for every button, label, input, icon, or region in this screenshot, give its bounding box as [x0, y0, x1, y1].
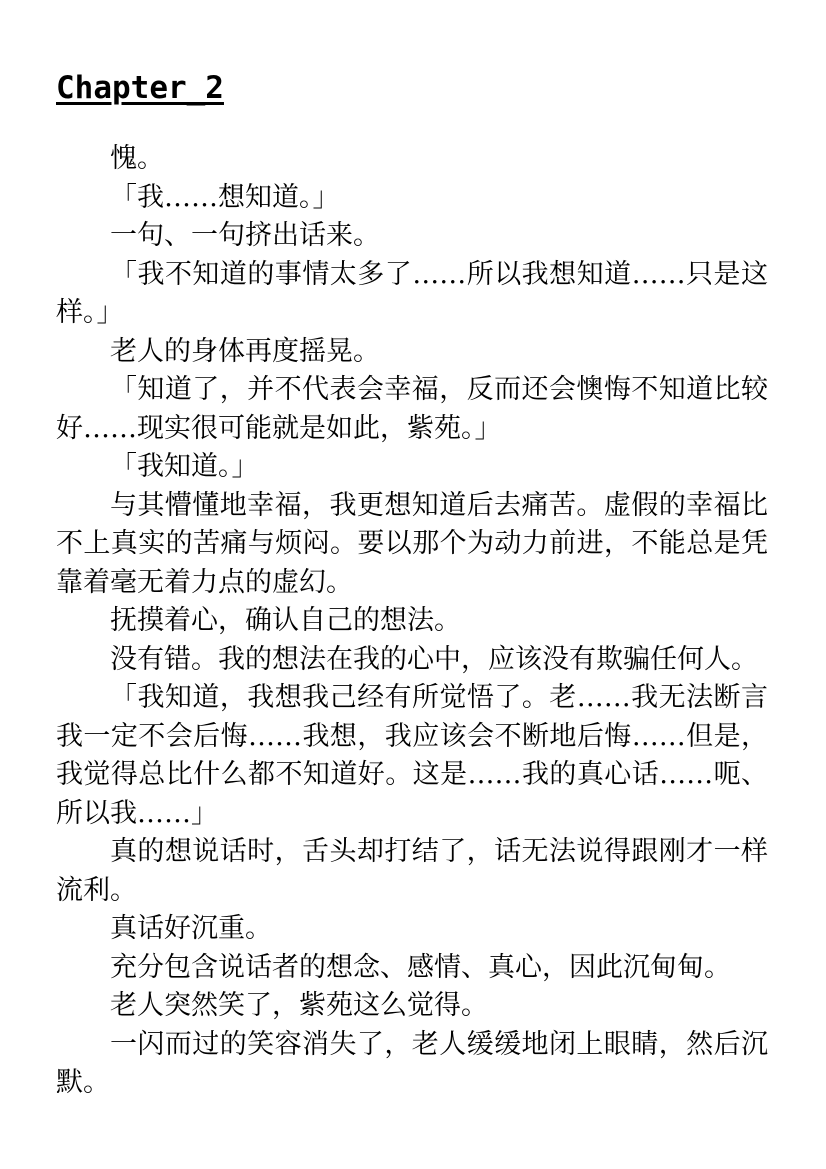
paragraph: 真的想说话时，舌头却打结了，话无法说得跟刚才一样流利。	[56, 836, 768, 906]
paragraph: 一句、一句挤出话来。	[110, 220, 380, 251]
paragraph: 老人的身体再度摇晃。	[110, 335, 380, 367]
paragraph: 「知道了，并不代表会幸福，反而还会懊悔不知道比较好……现实很可能就是如此，紫苑。」	[56, 374, 768, 444]
chapter-body	[56, 140, 768, 1103]
paragraph: 与其懵懂地幸福，我更想知道后去痛苦。虚假的幸福比不上真实的苦痛与烦闷。要以那个为动力前进，不能总是凭靠着毫无着力点的虚幻。	[56, 489, 768, 598]
paragraph: 愧。	[110, 143, 164, 174]
paragraph: 「我不知道的事情太多了……所以我想知道……只是这样。」	[56, 258, 768, 328]
paragraph: 「我……想知道。」	[110, 181, 340, 213]
paragraph: 一闪而过的笑容消失了，老人缓缓地闭上眼睛，然后沉默。	[56, 1028, 768, 1098]
paragraph: 充分包含说话者的想念、感情、真心，因此沉甸甸。	[110, 951, 731, 983]
paragraph: 「我知道，我想我己经有所觉悟了。老……我无法断言我一定不会后悔……我想，我应该会不断地后悔……但是，我觉得总比什么都不知道好。这是……我的真心话……呃、所以我……」	[56, 682, 768, 829]
paragraph: 老人突然笑了，紫苑这么觉得。	[110, 990, 488, 1021]
chapter-title: Chapter_2	[56, 70, 224, 106]
paragraph: 没有错。我的想法在我的心中，应该没有欺骗任何人。	[110, 643, 758, 675]
paragraph: 「我知道。」	[110, 451, 259, 482]
paragraph: 真话好沉重。	[110, 913, 272, 944]
paragraph: 抚摸着心，确认自己的想法。	[110, 605, 461, 636]
